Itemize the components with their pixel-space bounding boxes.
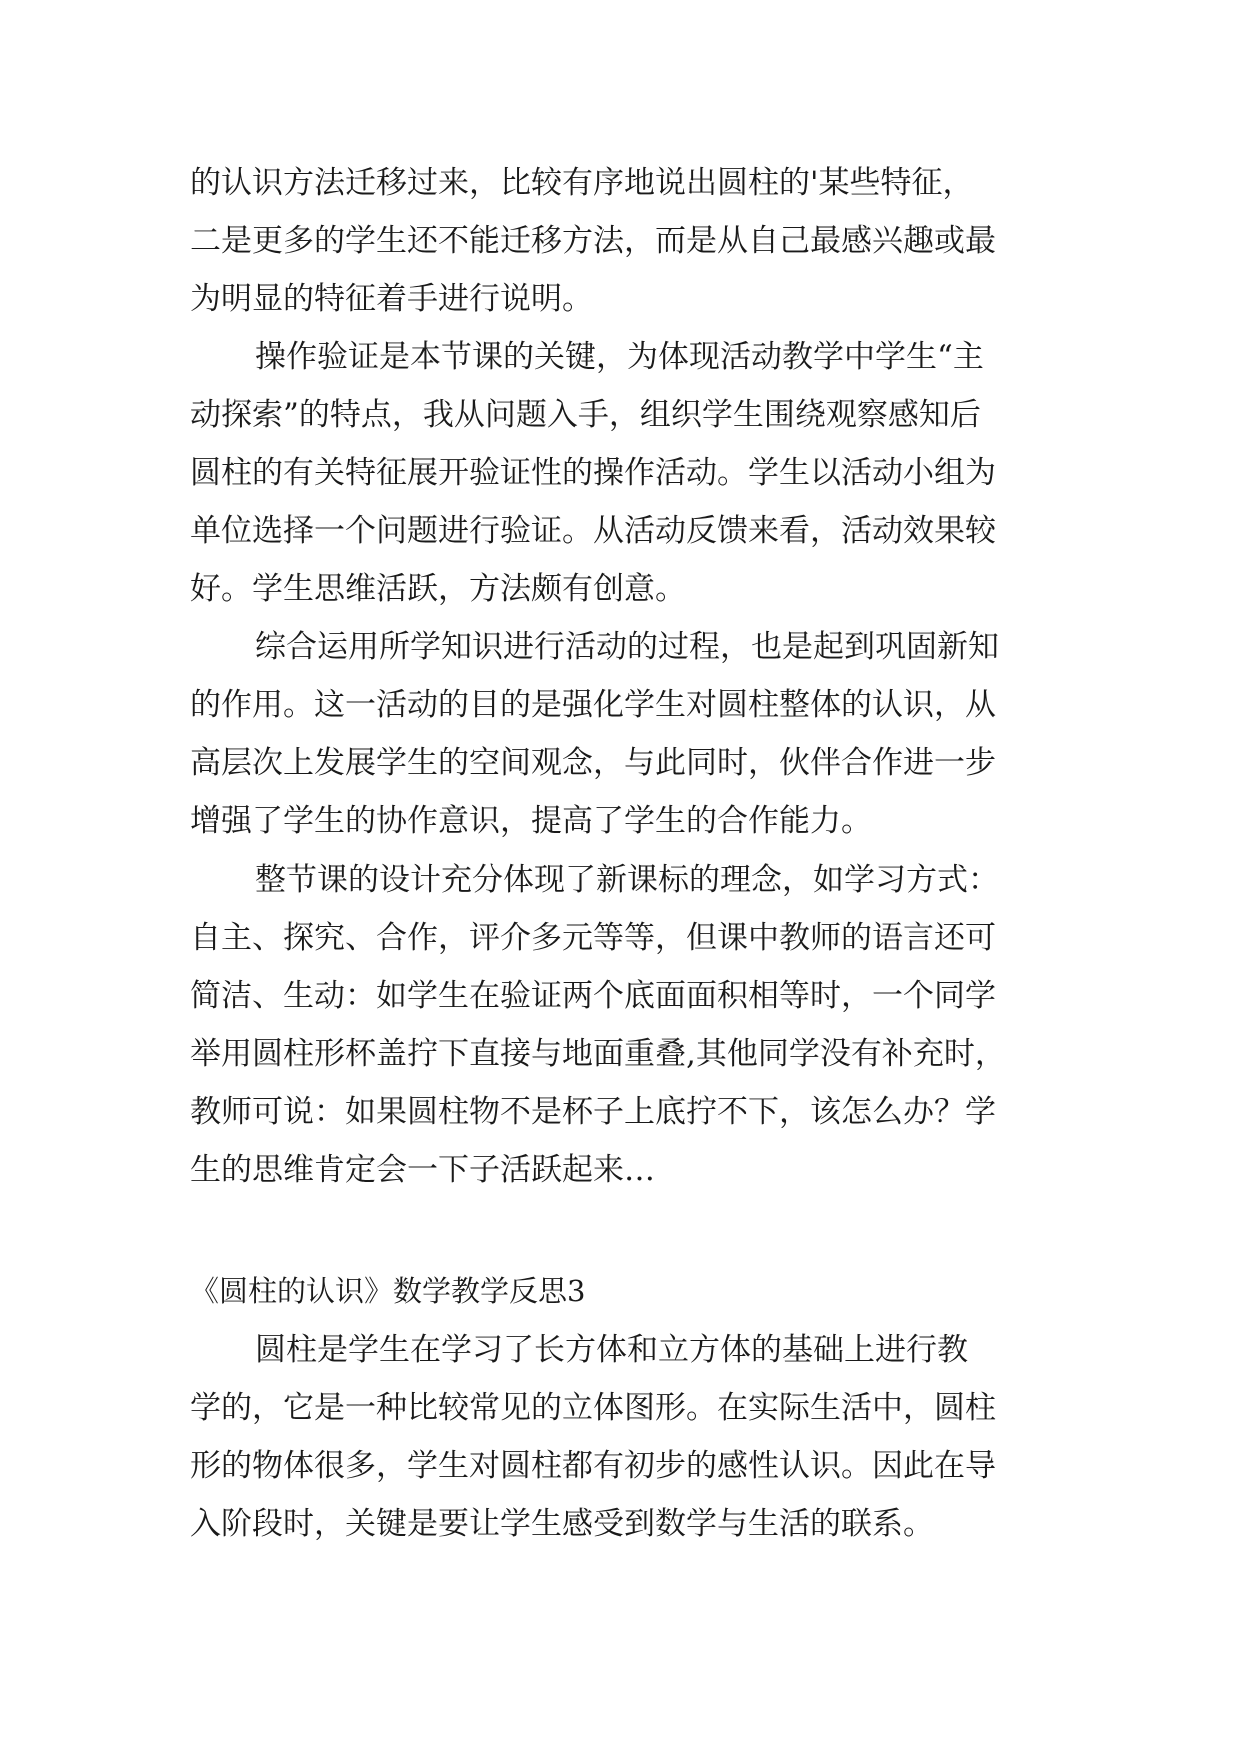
text-line: 的作用。这一活动的目的是强化学生对圆柱整体的认识，从: [190, 687, 996, 723]
text-line: 简洁、生动：如学生在验证两个底面面积相等时，一个同学: [190, 978, 996, 1014]
paragraph-first-line: 圆柱是学生在学习了长方体和立方体的基础上进行教: [255, 1332, 968, 1368]
paragraph-first-line: 整节课的设计充分体现了新课标的理念，如学习方式：: [255, 862, 999, 898]
paragraph-first-line: 综合运用所学知识进行活动的过程，也是起到巩固新知: [255, 629, 999, 665]
text-line: 举用圆柱形杯盖拧下直接与地面重叠,其他同学没有补充时，: [190, 1036, 1006, 1072]
text-line: 好。学生思维活跃，方法颇有创意。: [190, 571, 686, 607]
text-line: 入阶段时，关键是要让学生感受到数学与生活的联系。: [190, 1506, 934, 1542]
text-line: 形的物体很多，学生对圆柱都有初步的感性认识。因此在导: [190, 1448, 996, 1484]
text-line: 单位选择一个问题进行验证。从活动反馈来看，活动效果较: [190, 513, 996, 549]
text-line: 教师可说：如果圆柱物不是杯子上底拧不下，该怎么办？学: [190, 1094, 996, 1130]
text-line: 高层次上发展学生的空间观念，与此同时，伙伴合作进一步: [190, 745, 996, 781]
text-line: 圆柱的有关特征展开验证性的操作活动。学生以活动小组为: [190, 455, 996, 491]
text-line: 生的思维肯定会一下子活跃起来…: [190, 1152, 655, 1188]
text-line: 二是更多的学生还不能迁移方法，而是从自己最感兴趣或最: [190, 223, 996, 259]
section-title: 《圆柱的认识》数学教学反思3: [190, 1274, 586, 1308]
text-line: 动探索”的特点，我从问题入手，组织学生围绕观察感知后: [190, 397, 981, 433]
text-line: 增强了学生的协作意识，提高了学生的合作能力。: [190, 803, 872, 839]
text-line: 学的，它是一种比较常见的立体图形。在实际生活中，圆柱: [190, 1390, 996, 1426]
text-line: 为明显的特征着手进行说明。: [190, 281, 593, 317]
text-line: 自主、探究、合作，评介多元等等，但课中教师的语言还可: [190, 920, 996, 956]
text-line: 的认识方法迁移过来，比较有序地说出圆柱的'某些特征，: [190, 165, 974, 201]
paragraph-first-line: 操作验证是本节课的关键，为体现活动教学中学生“主: [255, 339, 984, 375]
